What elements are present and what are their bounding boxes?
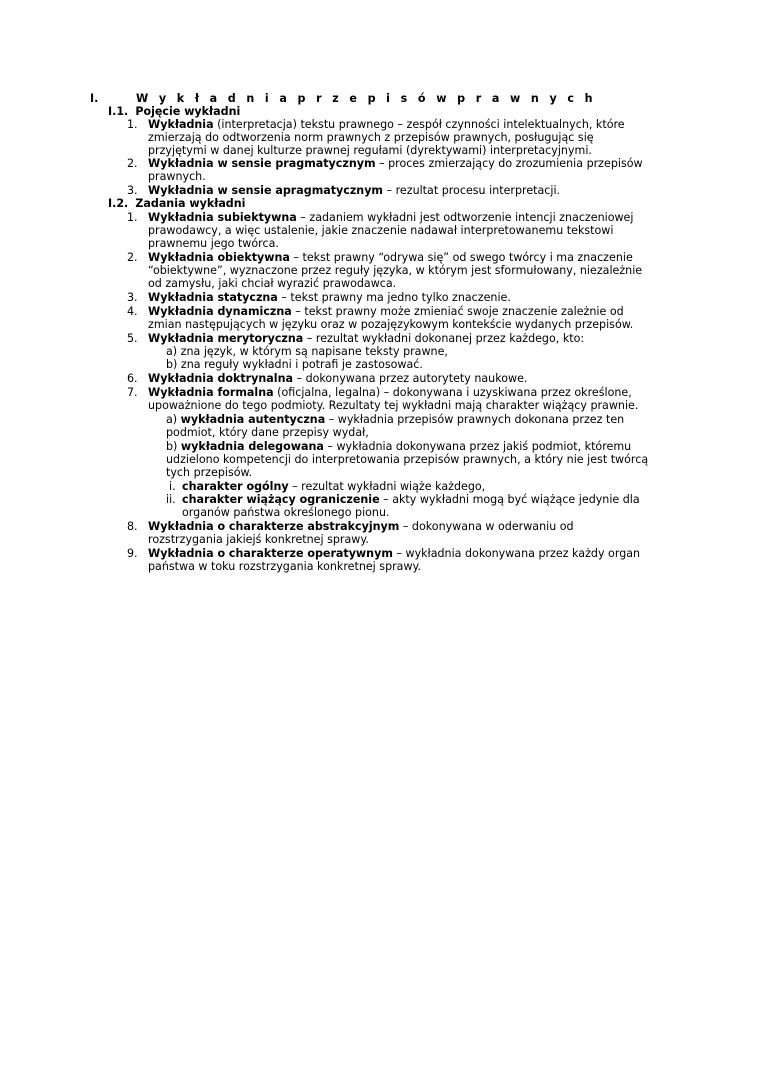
list-item-continuation: rozstrzygania jakiejś konkretnej sprawy. [148,533,369,546]
list-item: Wykładnia obiektywna – tekst prawny “odrywa się” od swego twórcy i ma znaczenie [148,251,633,264]
list-item: Wykładnia doktrynalna – dokonywana przez autorytety naukowe. [148,372,528,385]
sub-list-item-continuation: udzielono kompetencji do interpretowania przepisów prawnych, a który nie jest twórcą [166,453,649,466]
sub-list-item: b) wykładnia delegowana – wykładnia dokonywana przez jakiś podmiot, któremu [166,440,632,453]
section-2-heading: I.2. Zadania wykładni [108,197,246,210]
roman-list-number: i. [169,480,176,493]
list-item-continuation: zmian następujących w języku oraz w pozajęzykowym kontekście wydanych przepisów. [148,318,634,331]
list-number: 3. [127,184,138,197]
list-item-continuation: państwa w toku rozstrzygania konkretnej sprawy. [148,560,422,573]
list-item: Wykładnia o charakterze abstrakcyjnym – dokonywana w oderwaniu od [148,520,574,533]
list-number: 1. [127,211,138,224]
list-item: Wykładnia dynamiczna – tekst prawny może zmieniać swoje znaczenie zależnie od [148,305,624,318]
chapter-title: W y k ł a d n i a p r z e p i s ó w p r a w n y c h [136,92,596,105]
list-item-continuation: prawodawcy, a więc ustalenie, jakie znaczenie nadawał interpretowanemu tekstowi [148,224,614,237]
sub-list-item: b) zna reguły wykładni i potrafi je zastosować. [166,358,423,371]
list-item-continuation: od zamysłu, jaki chciał wyrazić prawodawca. [148,277,397,290]
list-number: 2. [127,251,138,264]
list-number: 4. [127,305,138,318]
list-item-continuation: zmierzają do odtworzenia norm prawnych z przepisów prawnych, posługując się [148,131,594,144]
list-number: 9. [127,547,138,560]
list-item: Wykładnia formalna (oficjalna, legalna) – dokonywana i uzyskiwana przez określone, [148,386,632,399]
sub-list-item: a) wykładnia autentyczna – wykładnia przepisów prawnych dokonana przez ten [166,413,625,426]
sub-list-item-continuation: podmiot, który dane przepisy wydał, [166,426,369,439]
roman-list-number: ii. [166,493,176,506]
list-item: Wykładnia merytoryczna – rezultat wykładni dokonanej przez każdego, kto: [148,332,585,345]
list-number: 2. [127,157,138,170]
list-item: Wykładnia w sensie pragmatycznym – proces zmierzający do zrozumienia przepisów [148,157,643,170]
list-item: Wykładnia statyczna – tekst prawny ma jedno tylko znaczenie. [148,291,511,304]
list-item: Wykładnia subiektywna – zadaniem wykładni jest odtworzenie intencji znaczeniowej [148,211,634,224]
chapter-numeral: I. [90,92,99,105]
list-number: 7. [127,386,138,399]
list-item: Wykładnia (interpretacja) tekstu prawnego – zespół czynności intelektualnych, które [148,118,625,131]
list-number: 6. [127,372,138,385]
list-item-continuation: przyjętymi w danej kulturze prawnej regułami (dyrektywami) interpretacyjnymi. [148,144,592,157]
section-1-heading: I.1. Pojęcie wykładni [108,105,241,118]
roman-list-item: charakter ogólny – rezultat wykładni wiąże każdego, [182,480,486,493]
list-item: Wykładnia o charakterze operatywnym – wykładnia dokonywana przez każdy organ [148,547,641,560]
list-number: 8. [127,520,138,533]
roman-list-item-continuation: organów państwa określonego pionu. [182,506,390,519]
list-item-continuation: “obiektywne”, wyznaczone przez reguły języka, w którym jest sformułowany, niezależnie [148,264,643,277]
sub-list-item: a) zna język, w którym są napisane teksty prawne, [166,345,448,358]
list-item: Wykładnia w sensie apragmatycznym – rezultat procesu interpretacji. [148,184,561,197]
list-number: 1. [127,118,138,131]
sub-list-item-continuation: tych przepisów. [166,466,253,479]
list-number: 3. [127,291,138,304]
list-number: 5. [127,332,138,345]
roman-list-item: charakter wiążący ograniczenie – akty wykładni mogą być wiążące jedynie dla [182,493,640,506]
list-item-continuation: upoważnione do tego podmioty. Rezultaty tej wykładni mają charakter wiążący prawnie. [148,399,639,412]
list-item-continuation: prawnemu jego twórca. [148,237,279,250]
list-item-continuation: prawnych. [148,170,206,183]
